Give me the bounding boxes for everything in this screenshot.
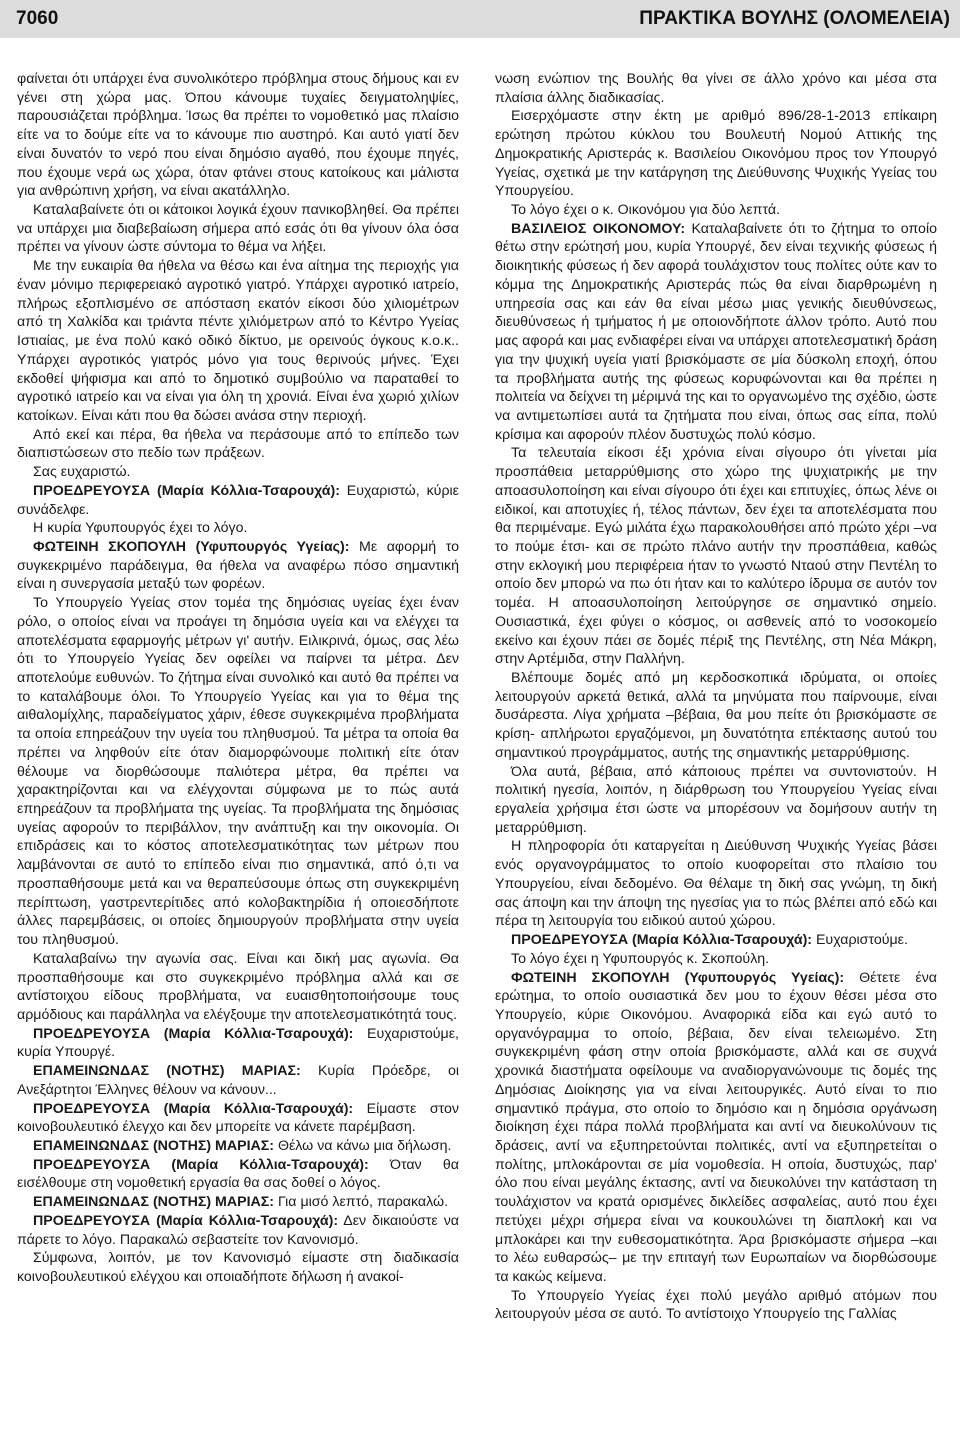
speaker-name: ΠΡΟΕΔΡΕΥΟΥΣΑ (Μαρία Κόλλια-Τσαρουχά): bbox=[511, 932, 813, 949]
left-column bbox=[17, 70, 459, 1432]
paragraph-text: Σας ευχαριστώ. bbox=[33, 464, 131, 481]
paragraph-text: Ευχαριστούμε, κυρία Υπουργέ. bbox=[17, 1025, 459, 1061]
paragraph bbox=[17, 426, 459, 463]
speaker-name: ΦΩΤΕΙΝΗ ΣΚΟΠΟΥΛΗ (Υφυπουργός Υγείας): bbox=[511, 969, 845, 986]
paragraph-text: Εισερχόμαστε στην έκτη με αριθμό 896/28-1-2013 επίκαιρη ερώτηση πρώτου κύκλου του Βουλευτή Νομού Αττικής της Δημοκρατικής Αριστεράς κ. Βασιλείου Οικονόμου προς τον Υπουργό Υγείας, σχετικά με την κατάργηση της Διεύθυνσης Ψυχικής Υγείας του Υπουργείου. bbox=[495, 108, 937, 200]
paragraph-text: Η πληροφορία ότι καταργείται η Διεύθυνση Ψυχικής Υγείας βάσει ενός οργανογράμματος το οποίο κυοφορείται στο πλαίσιο του Υπουργείου, είναι δεδομένο. Θα θέλαμε τη δική σας γνώμη, τη δική σας άποψη και την άποψη της ηγεσίας για το πώς βλέπει από εδώ και πέρα τη λειτουργία του ειδικού αυτού χώρου. bbox=[495, 838, 937, 930]
paragraph-text: Δεν δικαιούστε να πάρετε το λόγο. Παρακαλώ σεβαστείτε τον Κανονισμό. bbox=[17, 1212, 459, 1248]
speaker-name: ΒΑΣΙΛΕΙΟΣ ΟΙΚΟΝΟΜΟΥ: bbox=[511, 220, 686, 237]
paragraph bbox=[495, 969, 937, 1287]
paragraph-text: Το Υπουργείο Υγείας στον τομέα της δημόσιας υγείας έχει έναν ρόλο, ο οποίος είναι να προάγει τη δημόσια υγεία και να ελέγχει τα αποτελέσματα εφαρμογής μέτρων γι' αυτήν. Ειλικρινά, όμως, σας λέω ότι το Υπουργείο Υγείας δεν οφείλει να παίρνει τα μέτρα. Δεν αποτελούμε ευθυνών. Το ζήτημα είναι συνολικό και αυτό θα πρέπει να το καταλάβουμε όλοι. Το Υπουργείο Υγείας και για το θέμα της αιθαλομίχλης, παραδείγματος χάριν, έθεσε συγκεκριμένα προβλήματα τα οποία επηρεάζουν την υγεία του πληθυσμού. Τα μέτρα τα οποία θα πρέπει να ληφθούν είτε όταν διαμορφώνουμε πολιτική είτε όταν θέλουμε να διορθώσουμε παλιότερα μέτρα, θα πρέπει να χαρακτηρίζονται και να ελέγχονται σύμφωνα με το πώς αυτά επηρεάζουν τα προβλήματα της υγείας. Τα προβλήματα της δημόσιας υγείας αφορούν το περιβάλλον, την ανάπτυξη και την οικονομία. Οι επιδράσεις και το κόστος αποτελεσματικότητας των μέτρων που λαμβάνονται σε αυτό το επίπεδο είναι πιο σημαντικά, από ό,τι να προσπαθήσουμε μετά και να θεραπεύσουμε όπως στη συγκεκριμένη περίπτωση, γαστρεντερίτιδες από κολοβακτηρίδια ή οποιεσδήποτε άλλες παρεμβάσεις, οι οποίες δημιουργούν προβλήματα στην υγεία του πληθυσμού. bbox=[17, 595, 459, 949]
right-column bbox=[495, 70, 937, 1432]
paragraph bbox=[495, 70, 937, 107]
paragraph-text: Καταλαβαίνετε ότι το ζήτημα το οποίο θέτω στην ερώτησή μου, κυρία Υπουργέ, δεν είναι τεχνικής φύσεως ή διοικητικής φύσεως ή δεν αφορά τουλάχιστον τους πολίτες ούτε καν το κόμμα της Δημοκρατικής Αριστεράς πώς θα είναι διαρθρωμένη η υπηρεσία σας και εάν θα είναι μέσω μιας γενικής διευθύνσεως, διευθύνσεως ή τμήματος ή με οποιονδήποτε άλλον τρόπο. Αυτό που μας αφορά και μας ενδιαφέρει είναι να υπάρχει αποτελεσματική δράση για την ψυχική υγεία γιατί βρισκόμαστε σε μία δύσκολη εποχή, όπου τα προβλήματα αυτής της φύσεως κορυφώνονται και θα πρέπει η πολιτεία να δείχνει τη μέριμνά της και το οργανωμένο της σχέδιο, ώστε να αντιμετωπίσει αυτά τα ζητήματα που είναι, όπως σας είπα, πολύ κρίσιμα και αφορούν πλέον δυστυχώς πολύ κόσμο. bbox=[495, 220, 937, 443]
paragraph-text: Ευχαριστούμε. bbox=[812, 932, 908, 949]
paragraph bbox=[495, 444, 937, 669]
paragraph bbox=[17, 1212, 459, 1249]
paragraph bbox=[495, 931, 937, 950]
paragraph-text: Με αφορμή το συγκεκριμένο παράδειγμα, θα ήθελα να αναφέρω πόσο σημαντική είναι η συνεργασία μεταξύ των φορέων. bbox=[17, 538, 459, 593]
speaker-name: ΠΡΟΕΔΡΕΥΟΥΣΑ (Μαρία Κόλλια-Τσαρουχά): bbox=[33, 1156, 369, 1173]
paragraph-text: Όταν θα εισέλθουμε στη νομοθετική εργασία θα σας δοθεί ο λόγος. bbox=[17, 1156, 459, 1192]
paragraph bbox=[495, 837, 937, 931]
paragraph bbox=[495, 201, 937, 220]
paragraph-text: Το Υπουργείο Υγείας έχει πολύ μεγάλο αριθμό ατόμων που λειτουργούν μέσα σε αυτό. Το αντίστοιχο Υπουργείο της Γαλλίας bbox=[495, 1287, 937, 1323]
paragraph bbox=[17, 1100, 459, 1137]
publication-title: ΠΡΑΚΤΙΚΑ ΒΟΥΛΗΣ (ΟΛΟΜΕΛΕΙΑ) bbox=[639, 8, 950, 29]
paragraph-text: νωση ενώπιον της Βουλής θα γίνει σε άλλο χρόνο και μέσα στα πλαίσια άλλης διαδικασίας. bbox=[495, 71, 937, 106]
speaker-name: ΠΡΟΕΔΡΕΥΟΥΣΑ (Μαρία Κόλλια-Τσαρουχά): bbox=[33, 1212, 339, 1229]
paragraph bbox=[17, 70, 459, 201]
paragraph-text: Η κυρία Υφυπουργός έχει το λόγο. bbox=[33, 520, 248, 537]
paragraph bbox=[17, 1156, 459, 1193]
paragraph bbox=[17, 257, 459, 425]
paragraph-text: Κυρία Πρόεδρε, οι Ανεξάρτητοι Έλληνες θέλουν να κάνουν... bbox=[17, 1063, 459, 1098]
paragraph bbox=[17, 1249, 459, 1286]
paragraph bbox=[17, 519, 459, 538]
paragraph bbox=[17, 1062, 459, 1099]
paragraph-text: Καταλαβαίνετε ότι οι κάτοικοι λογικά έχουν πανικοβληθεί. Θα πρέπει να υπάρχει μια διαβεβαίωση σήμερα από εσάς ότι θα γίνουν όλα όσα πρέπει να γίνουν ώστε σύντομα το θέμα να λήξει. bbox=[17, 202, 459, 256]
speaker-name: ΕΠΑΜΕΙΝΩΝΔΑΣ (ΝΟΤΗΣ) ΜΑΡΙΑΣ: bbox=[33, 1063, 301, 1080]
paragraph bbox=[17, 1025, 459, 1062]
paragraph bbox=[17, 201, 459, 257]
paragraph-text: Το λόγο έχει η Υφυπουργός κ. Σκοπούλη. bbox=[511, 950, 770, 967]
paragraph bbox=[17, 594, 459, 950]
paragraph bbox=[17, 950, 459, 1025]
paragraph bbox=[17, 538, 459, 594]
paragraph-text: Βλέπουμε δομές από μη κερδοσκοπικά ιδρύματα, οι οποίες λειτουργούν αρκετά θετικά, αλλά τα μηνύματα που παίρνουμε, είναι δυσάρεστα. Λίγα χρήματα –βέβαια, θα μου πείτε ότι βρισκόμαστε σε κρίση- απλήρωτοι εργαζόμενοι, μη δυνατότητα επέκτασης αυτού του σημαντικού προγράμματος, αυτής της σημαντικής μεταρρύθμισης. bbox=[495, 670, 937, 761]
paragraph bbox=[17, 1137, 459, 1156]
paragraph-text: Σύμφωνα, λοιπόν, με τον Κανονισμό είμαστε στη διαδικασία κοινοβουλευτικού ελέγχου και οποιαδήποτε δήλωση ή ανακοί- bbox=[17, 1250, 459, 1285]
paragraph bbox=[495, 220, 937, 445]
speaker-name: ΠΡΟΕΔΡΕΥΟΥΣΑ (Μαρία Κόλλια-Τσαρουχά): bbox=[33, 1025, 354, 1042]
speaker-name: ΕΠΑΜΕΙΝΩΝΔΑΣ (ΝΟΤΗΣ) ΜΑΡΙΑΣ: bbox=[33, 1194, 274, 1211]
paragraph-text: Με την ευκαιρία θα ήθελα να θέσω και ένα αίτημα της περιοχής για έναν μόνιμο περιφερειακό αγροτικό γιατρό. Υπάρχει αγροτικό ιατρείο, πλήρως εξοπλισμένο σε απόσταση εκατόν είκοσι δύο χιλιομέτρων από τη Χαλκίδα και τριάντα πέντε χιλιόμετρων από το Κέντρο Υγείας Ιστιαίας, με ένα πολύ κακό οδικό δίκτυο, με ορεινούς όγκους κ.ο.κ.. Υπάρχει αγροτικός γιατρός μόνο για τους θερινούς μήνες. Έχει εκδοθεί ψήφισμα και από το δημοτικό συμβούλιο να παραταθεί το αγροτικό ιατρείο και να είναι για όλη τη χρονιά. Είναι ένα χωριό χιλίων κατοίκων. Είναι κάτι που θα δώσει ανάσα στην περιοχή. bbox=[17, 258, 459, 424]
page-header bbox=[0, 0, 960, 38]
paragraph bbox=[495, 107, 937, 201]
paragraph bbox=[495, 950, 937, 969]
speaker-name: ΠΡΟΕΔΡΕΥΟΥΣΑ (Μαρία Κόλλια-Τσαρουχά): bbox=[33, 482, 340, 499]
speaker-name: ΕΠΑΜΕΙΝΩΝΔΑΣ (ΝΟΤΗΣ) ΜΑΡΙΑΣ: bbox=[33, 1137, 274, 1154]
paragraph-text: Από εκεί και πέρα, θα ήθελα να περάσουμε από το επίπεδο των διαπιστώσεων στο πεδίο των πράξεων. bbox=[17, 426, 459, 462]
paragraph-text: Θέτετε ένα ερώτημα, το οποίο ουσιαστικά δεν μου το έχουν θέσει μέσα στο Υπουργείο, κύριε Οικονόμου. Αναφορικά είδα και εγώ αυτό το οργανόγραμμα το οποίο, βέβαια, δεν είναι τελειωμένο. Στη συγκεκριμένη φάση στην οποία βρισκόμαστε, αλλά και σε συχνά χρονικά διαστήματα οφείλουμε να αναδιοργανώνουμε τις δομές της Δημόσιας Διοίκησης για να είναι λειτουργικές. Αυτό είναι το πιο σημαντικό πράγμα, στο οποίο το δημόσιο και η δημόσια οργάνωση διοίκηση έχει πάρα πολλά προβλήματα και αντί να διευκολύνουν τις δράσεις, αντί να εξυπηρετούνται πολιτικές, αντί να εξυπηρετείται ο πολίτης, μπλοκάρονται σε μία νομοθεσία. Η οποία, δυστυχώς, παρ' όλο που είναι μεγάλης έκτασης, αντί να διευκολύνει την κατάσταση τη τουλάχιστον να κρατά ορισμένες δικλείδες ασφαλείας, αυτό που έχει πετύχει μέχρι σήμερα είναι να κουκουλώνει τη διαπλοκή και να μπλοκάρει και την ευθεσοματικότητα. Άρα βρισκόμαστε σήμερα –και το λέω ευθαρσώς– με την επιταγή των Ευρωπαίων να διορθώσουμε τα κακώς κείμενα. bbox=[495, 969, 937, 1285]
paragraph-text: Για μισό λεπτό, παρακαλώ. bbox=[274, 1194, 449, 1211]
paragraph bbox=[495, 763, 937, 838]
paragraph bbox=[17, 463, 459, 482]
paragraph-text: Τα τελευταία είκοσι έξι χρόνια είναι σίγουρο ότι γίνεται μία προσπάθεια μεταρρύθμισης στο χώρο της ψυχιατρικής με την αποασυλοποίηση και είναι σίγουρο ότι έχει και επιτυχίες, όπως λένε οι ειδικοί, και αποτυχίες ή, τέλος πάντων, δεν έχει τα αποτελέσματα που θα περιμέναμε. Εγώ μιλάτα έχω παρακολουθήσει από πρώτο χέρι –να το πούμε έτσι- και σε πρώτο πλάνο αυτήν την προσπάθεια, καθώς στην εκλογική μου περιφέρεια ήταν το γνωστό Νταού στην Πεντέλη το οποίο δεν μπορώ να πω ότι ήταν και το καλύτερο ίδρυμα σε αυτόν τον τομέα. Η αποασυλοποίηση λειτούργησε σε σημαντικό σημείο. Ουσιαστικά, έχει φύγει ο κόσμος, οι ασθενείς από το νοσοκομείο εκείνο και έχουν πάει σε δομές πέριξ της Πεντέλης, στη Νέα Μάκρη, στην Αρτέμιδα, στην Παλλήνη. bbox=[495, 445, 937, 668]
page-number: 7060 bbox=[16, 8, 59, 29]
paragraph-text: Καταλαβαίνω την αγωνία σας. Είναι και δική μας αγωνία. Θα προσπαθήσουμε και στο συγκεκριμένο πρόβλημα αλλά και σε αντίστοιχου είδους προβλήματα, να ευαισθητοποιήσουμε τους αρμόδιους και παράλληλα να ελέγξουμε την αποτελεσματικότητά τους. bbox=[17, 950, 459, 1023]
paragraph bbox=[17, 1193, 459, 1212]
paragraph-text: Όλα αυτά, βέβαια, από κάποιους πρέπει να συντονιστούν. Η πολιτική ηγεσία, λοιπόν, η διάρθρωση του Υπουργείου Υγείας είναι εργαλεία χρήσιμα έτσι ώστε να μπορέσουν να δομήσουν αυτήν τη μεταρρύθμιση. bbox=[495, 763, 937, 836]
paragraph bbox=[17, 482, 459, 519]
paragraph-text: Είμαστε στον κοινοβουλευτικό έλεγχο και δεν μπορείτε να κάνετε παρέμβαση. bbox=[17, 1100, 459, 1136]
paragraph bbox=[495, 1287, 937, 1324]
speaker-name: ΠΡΟΕΔΡΕΥΟΥΣΑ (Μαρία Κόλλια-Τσαρουχά): bbox=[33, 1100, 354, 1117]
paragraph-text: Ευχαριστώ, κύριε συνάδελφε. bbox=[17, 482, 459, 518]
paragraph-text: Το λόγο έχει ο κ. Οικονόμου για δύο λεπτά. bbox=[511, 202, 781, 219]
paragraph bbox=[495, 669, 937, 763]
speaker-name: ΦΩΤΕΙΝΗ ΣΚΟΠΟΥΛΗ (Υφυπουργός Υγείας): bbox=[33, 538, 350, 555]
paragraph-text: Θέλω να κάνω μια δήλωση. bbox=[274, 1137, 452, 1154]
paragraph-text: φαίνεται ότι υπάρχει ένα συνολικότερο πρόβλημα στους δήμους και εν γένει στη χώρα μας. Όπου κάνουμε τυχαίες δειγματοληψίες, παρουσιάζεται πρόβλημα. Ίσως θα πρέπει το νομοθετικό μας πλαίσιο είτε να το δούμε είτε να το κάνουμε πιο αυστηρό. Και αυτό γιατί δεν είναι δυνατόν το νερό που είναι δημόσιο αγαθό, που έχουμε πηγές, που έχουμε νερά ως χώρα, όταν φτάνει στους κατοίκους και μάλιστα για ανθρώπινη χρήση, να είναι ακατάλληλο. bbox=[17, 71, 459, 200]
